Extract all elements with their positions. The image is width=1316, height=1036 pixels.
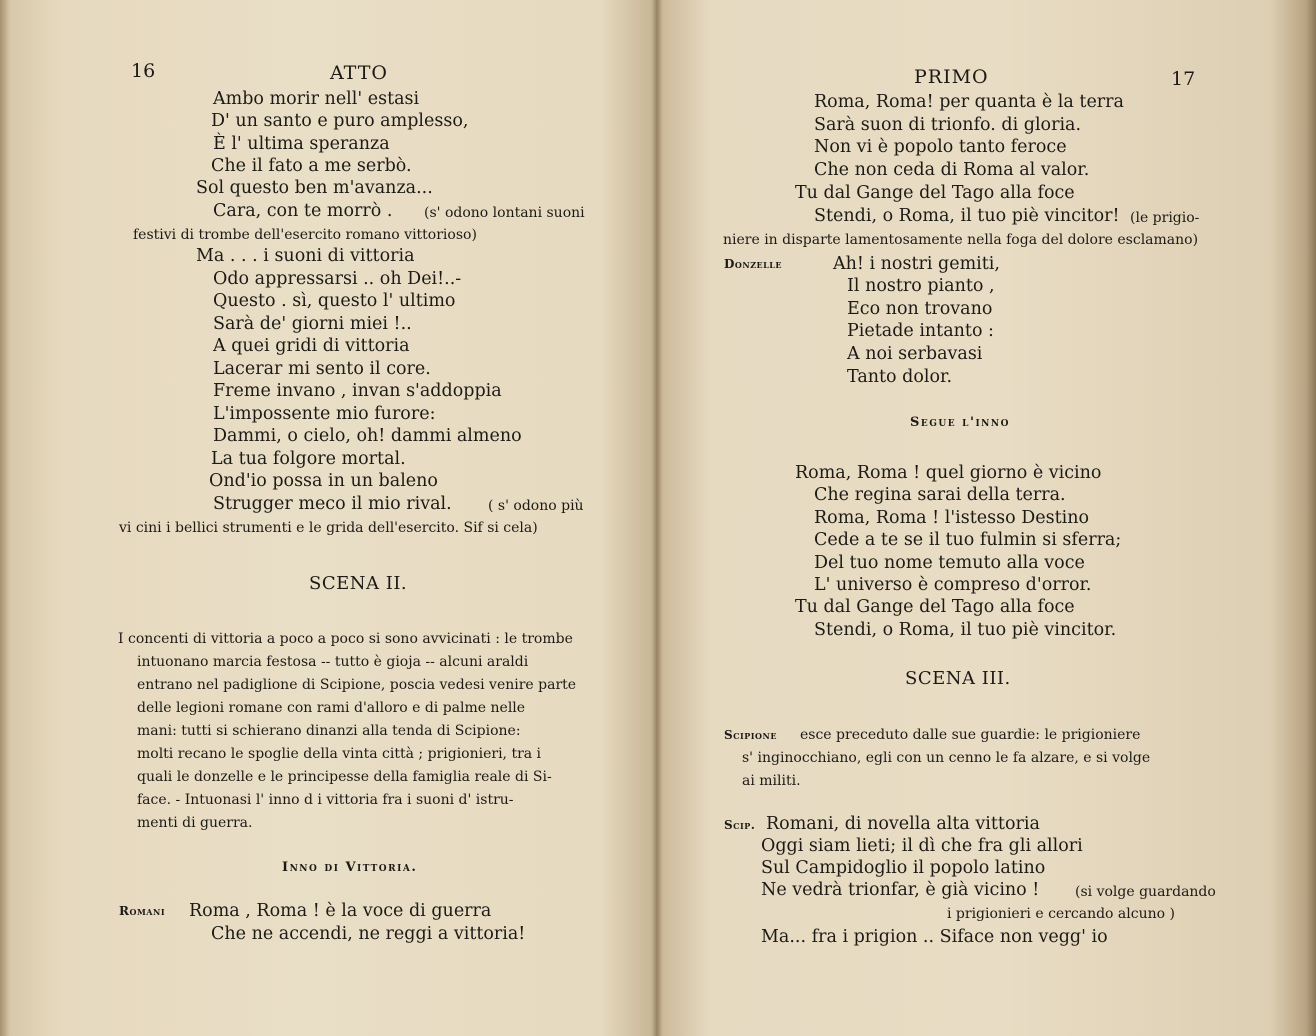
stage-paragraph-line: s' inginocchiano, egli con un cenno le fa alzare, e si volge — [742, 750, 1151, 766]
right-page — [660, 0, 1316, 1036]
verse-line: Cede a te se il tuo fulmin si sferra; — [814, 530, 1122, 550]
stage-paragraph-line: menti di guerra. — [137, 815, 253, 831]
verse-line: Che non ceda di Roma al valor. — [814, 160, 1090, 180]
verse-line: Strugger meco il mio rival. — [213, 494, 452, 514]
verse-line: Tanto dolor. — [847, 367, 953, 387]
speaker-name: Scipione — [724, 728, 777, 742]
verse-line: Tu dal Gange del Tago alla foce — [795, 597, 1075, 617]
stage-paragraph-line: I concenti di vittoria a poco a poco si sono avvicinati : le trombe — [118, 631, 573, 647]
verse-line: Dammi, o cielo, oh! dammi almeno — [213, 426, 522, 446]
verse-line: Questo . sì, questo l' ultimo — [213, 291, 456, 311]
scene-title: SCENA III. — [905, 668, 1011, 689]
stage-paragraph-line: face. - Intuonasi l' inno d i vittoria fra i suoni d' istru- — [137, 792, 514, 808]
verse-line: A quei gridi di vittoria — [213, 336, 410, 356]
verse-line: Sol questo ben m'avanza... — [196, 178, 433, 198]
verse-line: Roma, Roma ! l'istesso Destino — [814, 508, 1090, 528]
verse-line: Odo appressarsi .. oh Dei!..- — [213, 269, 462, 289]
stage-paragraph-line: esce preceduto dalle sue guardie: le prigioniere — [800, 727, 1141, 743]
speaker-name: Scip. — [724, 818, 756, 832]
stage-direction: niere in disparte lamentosamente nella foga del dolore esclamano) — [723, 232, 1199, 248]
verse-line: Il nostro pianto , — [847, 276, 995, 296]
stage-paragraph-line: entrano nel padiglione di Scipione, poscia vedesi venire parte — [137, 677, 577, 693]
verse-line: Stendi, o Roma, il tuo piè vincitor! — [814, 206, 1120, 226]
stage-direction: festivi di trombe dell'esercito romano vittorioso) — [133, 227, 477, 243]
verse-line: Che il fato a me serbò. — [211, 156, 412, 176]
verse-line: L' universo è compreso d'orror. — [814, 575, 1092, 595]
speaker-name: Donzelle — [724, 257, 782, 271]
verse-line: Del tuo nome temuto alla voce — [814, 553, 1085, 573]
verse-line: L'impossente mio furore: — [213, 404, 436, 424]
verse-line: Non vi è popolo tanto feroce — [814, 137, 1067, 157]
verse-line: Ne vedrà trionfar, è già vicino ! — [761, 880, 1040, 900]
verse-line: Che regina sarai della terra. — [814, 485, 1066, 505]
verse-line: Sarà de' giorni miei !.. — [213, 314, 412, 334]
verse-line: Oggi siam lieti; il dì che fra gli allori — [761, 836, 1083, 856]
verse-line: Stendi, o Roma, il tuo piè vincitor. — [814, 620, 1117, 640]
verse-line: Cara, con te morrò . — [213, 201, 393, 221]
verse-line: Ma... fra i prigion .. Siface non vegg' io — [761, 927, 1108, 947]
verse-line: La tua folgore mortal. — [211, 449, 406, 469]
page-number: 17 — [1171, 68, 1196, 90]
speaker-name: Romani — [119, 904, 166, 918]
verse-line: Sul Campidoglio il popolo latino — [761, 858, 1046, 878]
stage-paragraph-line: ai militi. — [742, 773, 801, 789]
hymn-heading: Segue l'inno — [910, 415, 1010, 430]
verse-line: Pietade intanto : — [847, 321, 994, 341]
verse-line: Freme invano , invan s'addoppia — [213, 381, 502, 401]
stage-paragraph-line: delle legioni romane con rami d'alloro e di palme nelle — [137, 700, 526, 716]
verse-line: Roma, Roma! per quanta è la terra — [814, 92, 1124, 112]
verse-line: È l' ultima speranza — [213, 134, 390, 154]
verse-line: Roma , Roma ! è la voce di guerra — [189, 901, 492, 921]
verse-line: Tu dal Gange del Tago alla foce — [795, 183, 1075, 203]
running-head: PRIMO — [914, 66, 989, 88]
left-page — [0, 0, 655, 1036]
verse-line: Ma . . . i suoni di vittoria — [196, 246, 415, 266]
verse-line: Eco non trovano — [847, 299, 993, 319]
verse-line: Ambo morir nell' estasi — [213, 89, 420, 109]
hymn-heading: Inno di Vittoria. — [282, 860, 418, 875]
stage-paragraph-line: intuonano marcia festosa -- tutto è gioja -- alcuni araldi — [137, 654, 529, 670]
verse-line: Romani, di novella alta vittoria — [766, 814, 1040, 834]
stage-direction: (le prigio- — [1130, 210, 1200, 226]
verse-line: D' un santo e puro amplesso, — [211, 111, 469, 131]
stage-direction: vi cini i bellici strumenti e le grida dell'esercito. Sif si cela) — [119, 520, 538, 536]
stage-direction: ( s' odono più — [488, 498, 584, 514]
verse-line: A noi serbavasi — [847, 344, 983, 364]
verse-line: Che ne accendi, ne reggi a vittoria! — [211, 924, 526, 944]
stage-paragraph-line: mani: tutti si schierano dinanzi alla tenda di Scipione: — [137, 723, 521, 739]
verse-line: Ah! i nostri gemiti, — [833, 254, 1000, 274]
verse-line: Ond'io possa in un baleno — [209, 471, 438, 491]
page-number: 16 — [131, 60, 156, 82]
running-head: ATTO — [330, 62, 388, 84]
stage-direction: (si volge guardando — [1075, 884, 1216, 900]
verse-line: Sarà suon di trionfo. di gloria. — [814, 115, 1082, 135]
verse-line: Roma, Roma ! quel giorno è vicino — [795, 463, 1102, 483]
verse-line: Lacerar mi sento il core. — [213, 359, 431, 379]
stage-paragraph-line: molti recano le spoglie della vinta città ; prigionieri, tra i — [137, 746, 542, 762]
stage-direction: i prigionieri e cercando alcuno ) — [947, 906, 1175, 922]
scene-title: SCENA II. — [309, 573, 408, 594]
stage-paragraph-line: quali le donzelle e le principesse della famiglia reale di Si- — [137, 769, 552, 785]
stage-direction: (s' odono lontani suoni — [424, 205, 585, 221]
